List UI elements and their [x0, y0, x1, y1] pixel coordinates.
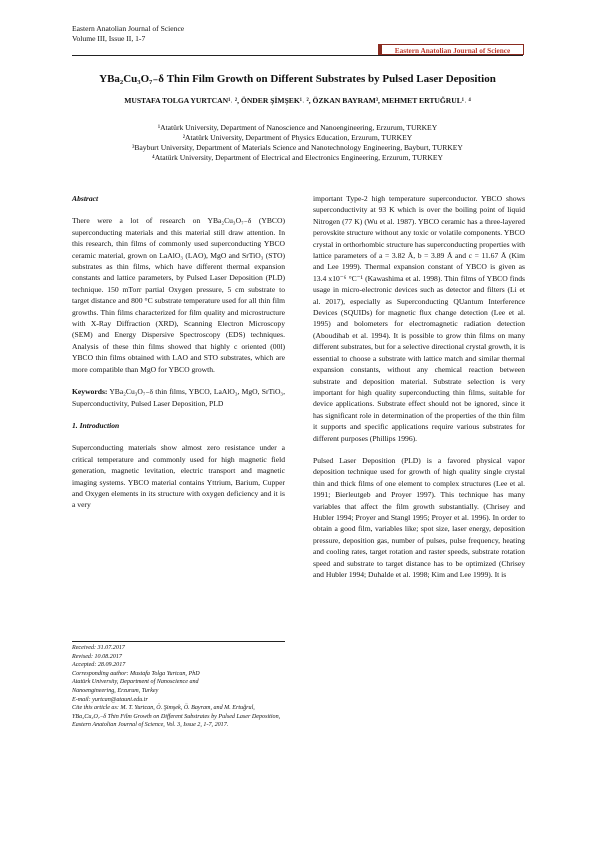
- affiliation-1: ¹Atatürk University, Department of Nanoscience and Nanoengineering, Erzurum, TURKEY: [157, 123, 438, 132]
- affiliations: [72, 123, 523, 163]
- abstract-heading: Abstract: [72, 194, 99, 203]
- journal-name: Eastern Anatolian Journal of Science: [72, 24, 185, 33]
- corresponding-author: Corresponding author: Mustafa Tolga Yurtcan, PhD: [72, 670, 200, 677]
- keywords-text: YBa₂Cu₃O₇₋δ thin films, YBCO, LaAlO₃, MgO, SrTiO₃, Superconductivity, Pulsed Laser Deposition, PLD: [72, 387, 285, 408]
- keywords: [72, 386, 285, 409]
- right-paragraph-2: Pulsed Laser Deposition (PLD) is a favored physical vapor deposition technique used for growth of high quality single crystal thin and thick films of one element to complex structures (Lee et al. 1991; Bierleutgeb and Proyer 1997). This technique has many variables that affect the film growth substantially. (Chrisey and Hubler 1994; Proyer and Stangl 1995; Proyer et al. 1996). In order to obtain a good film, variables like; spot size, laser energy, deposition pressure, deposition gas, number of pulses, pulse frequency, heating and cooling rates, target rotation and raster speeds, substrate rotation speed and substrate to target distance has to be optimized (Chrisey and Hubler 1994; Duhalde et al. 1998; Kim and Lee 1999). It is: [313, 455, 525, 579]
- right-paragraph-1: important Type-2 high temperature superconductor. YBCO shows superconductivity at 93 K which is over the boiling point of liquid Nitrogen (77 K) (Wu et al. 1987). YBCO ceramic has a three-layered perovskite structure without any toxic or volatile components. YBCO crystal in orthorhombic structure has superconducting properties with lattice parameters of a = 3.82 Å, b = 3.89 Å and c = 11.67 Å (Kim and Lee 1999). Thermal expansion constant of YBCO is given as 13.4 x10⁻⁶ °C⁻¹ (Kawashima et al. 1998). Thin films of YBCO finds usage in micro-electronic devices such as detector and filters (Li et al. 2017), especially as Superconducting QUantum Interference Devices (SQUIDs) for magnetic flux change detection (Lee et al. 1995) and bolometers for electromagnetic radiation detection (Aboudihab et al. 1994). It is possible to grow thin films on many different substrates, but for a selective directional crystal growth, it is essential to choose a substrate with lattice match and similar thermal expansion constants, without any chemical reaction between substrate and deposition material. Substrate selection is very important for high quality superconducting thin films, suitable for device applications. Substrate effect should not be ignored, since it has significant role in determination of the properties of the thin film it supports and specific applications require various substrates for different purposes (Phillips 1996).: [313, 194, 525, 443]
- introduction-heading: 1. Introduction: [72, 420, 120, 430]
- revised-date: Revised: 10.08.2017: [72, 653, 122, 660]
- affiliation-3: ³Bayburt University, Department of Materials Science and Nanotechnology Engineering, Bayburt, TURKEY: [132, 143, 463, 152]
- right-column: [313, 193, 525, 580]
- article-footnote: [72, 644, 285, 730]
- paper-title: YBa₂Cu₃O₇₋δ Thin Film Growth on Different Substrates by Pulsed Laser Deposition: [99, 73, 496, 85]
- author-email: E-mail: yurtcan@atauni.edu.tr: [72, 696, 148, 703]
- journal-badge: Eastern Anatolian Journal of Science: [378, 44, 524, 55]
- author-list: MUSTAFA TOLGA YURTCAN¹˒ ², ÖNDER ŞİMŞEK¹˒ ², ÖZKAN BAYRAM³, MEHMET ERTUĞRUL¹˒ ⁴: [124, 96, 471, 105]
- introduction-text: Superconducting materials show almost zero resistance under a critical temperature and commonly used for high magnetic field generation, magnetic levitation, electric transport and magnetic imaging systems. YBCO material contains Yttrium, Barium, Cupper and Oxygen elements in its structure with oxygen deficiency and it is a very: [72, 443, 285, 510]
- header-divider: [72, 55, 523, 56]
- received-date: Received: 31.07.2017: [72, 645, 125, 651]
- left-column: [72, 193, 285, 511]
- citation: Cite this article as: M. T. Yurtcan, Ö. Şimşek, Ö. Bayram, and M. Ertuğrul, YBa₂Cu₃O₇₋δ Thin Film Growth on Different Substrates by Pulsed Laser Deposition, Eastern Anatolian Journal of Science, Vol. 3, Issue 2, 1-7, 2017.: [72, 705, 281, 729]
- footnote-divider: [72, 641, 285, 642]
- accepted-date: Accepted: 28.09.2017: [72, 662, 126, 669]
- affiliation-4: ⁴Atatürk University, Department of Electrical and Electronics Engineering, Erzurum, TURKEY: [152, 153, 443, 162]
- journal-header: [72, 24, 184, 43]
- abstract-text: There were a lot of research on YBa₂Cu₃O₇₋δ (YBCO) superconducting materials and this material still draw attention. In this research, thin films of commonly used superconducting YBCO ceramic material, grown on LaAlO₃ (LAO), MgO and SrTiO₃ (STO) substrates as thin films, which have different thermal expansion constants and lattice parameters, by Pulsed Laser Deposition (PLD) technique. 150 mTorr partial Oxygen pressure, 5 cm substrate to target distance and 800 °C substrate temperature used for all thin film growths. Thin films characterized for film quality and microstructure with X-Ray Diffraction (XRD), Scanning Electron Microscopy (SEM) and Energy Dispersive Spectroscopy (EDS) techniques. Analysis of these thin films showed that highly c oriented (00l) YBCO thin films obtained with LAO and STO substrates, which are more compatible than MgO for YBCO growth.: [72, 216, 285, 374]
- journal-issue: Volume III, Issue II, 1-7: [72, 33, 146, 43]
- keywords-heading: Keywords:: [72, 387, 108, 397]
- affiliation-2: ²Atatürk University, Department of Physics Education, Erzurum, TURKEY: [182, 133, 413, 142]
- author-affiliation-line-1: Atatürk University, Department of Nanoscience and: [72, 679, 199, 686]
- author-affiliation-line-2: Nanoengineering, Erzurum, Turkey: [72, 687, 159, 694]
